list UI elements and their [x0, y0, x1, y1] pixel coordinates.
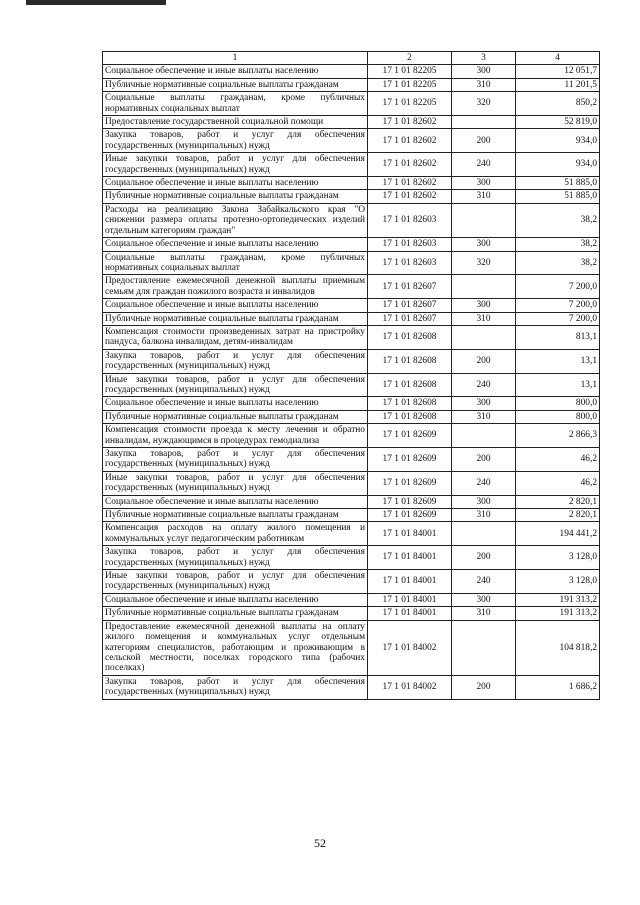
row-sum-cell: 51 885,0: [516, 190, 600, 203]
table-row: [103, 190, 600, 203]
row-sum-cell: 2 866,3: [516, 424, 600, 448]
row-sum-cell: 3 128,0: [516, 546, 600, 570]
row-name-cell: Предоставление ежемесячной денежной выплаты на оплату жилого помещения и коммунальных услуг отдельным категориям специалистов, работающим и проживающим в сельской местности, поселках городского типа (рабочих поселках): [103, 620, 368, 675]
row-sum-cell: 194 441,2: [516, 522, 600, 546]
row-code-cell: 17 1 01 82608: [368, 397, 452, 410]
budget-table: [102, 51, 600, 700]
row-code-cell: 17 1 01 82609: [368, 448, 452, 472]
column-number-4: 4: [516, 52, 600, 65]
row-expense-type-cell: [452, 325, 516, 349]
row-name-cell: Публичные нормативные социальные выплаты гражданам: [103, 312, 368, 325]
row-code-cell: 17 1 01 82603: [368, 251, 452, 275]
row-code-cell: 17 1 01 82603: [368, 203, 452, 237]
row-sum-cell: 13,1: [516, 373, 600, 397]
row-name-cell: Социальное обеспечение и иные выплаты населению: [103, 593, 368, 606]
row-code-cell: 17 1 01 84001: [368, 607, 452, 620]
row-name-cell: Социальное обеспечение и иные выплаты населению: [103, 177, 368, 190]
row-code-cell: 17 1 01 82607: [368, 312, 452, 325]
table-row: [103, 448, 600, 472]
row-code-cell: 17 1 01 82609: [368, 471, 452, 495]
row-sum-cell: 11 201,5: [516, 78, 600, 91]
row-code-cell: 17 1 01 84002: [368, 620, 452, 675]
table-row: [103, 607, 600, 620]
row-expense-type-cell: 200: [452, 349, 516, 373]
row-name-cell: Социальное обеспечение и иные выплаты населению: [103, 65, 368, 78]
row-code-cell: 17 1 01 82205: [368, 65, 452, 78]
table-row: [103, 509, 600, 522]
row-expense-type-cell: 300: [452, 397, 516, 410]
row-expense-type-cell: 300: [452, 177, 516, 190]
row-expense-type-cell: 300: [452, 299, 516, 312]
row-expense-type-cell: 320: [452, 251, 516, 275]
row-expense-type-cell: 240: [452, 570, 516, 594]
table-row: [103, 238, 600, 251]
row-expense-type-cell: 310: [452, 312, 516, 325]
row-name-cell: Иные закупки товаров, работ и услуг для обеспечения государственных (муниципальных) нужд: [103, 570, 368, 594]
row-name-cell: Закупка товаров, работ и услуг для обеспечения государственных (муниципальных) нужд: [103, 349, 368, 373]
row-sum-cell: 934,0: [516, 129, 600, 153]
row-code-cell: 17 1 01 82205: [368, 92, 452, 116]
row-sum-cell: 7 200,0: [516, 299, 600, 312]
column-number-1: 1: [103, 52, 368, 65]
row-sum-cell: 813,1: [516, 325, 600, 349]
row-code-cell: 17 1 01 82609: [368, 424, 452, 448]
row-code-cell: 17 1 01 84001: [368, 546, 452, 570]
row-expense-type-cell: 200: [452, 675, 516, 699]
row-name-cell: Закупка товаров, работ и услуг для обеспечения государственных (муниципальных) нужд: [103, 448, 368, 472]
row-name-cell: Публичные нормативные социальные выплаты гражданам: [103, 190, 368, 203]
row-sum-cell: 191 313,2: [516, 607, 600, 620]
column-number-3: 3: [452, 52, 516, 65]
row-name-cell: Иные закупки товаров, работ и услуг для обеспечения государственных (муниципальных) нужд: [103, 471, 368, 495]
row-expense-type-cell: 310: [452, 410, 516, 423]
row-code-cell: 17 1 01 82609: [368, 509, 452, 522]
row-sum-cell: 3 128,0: [516, 570, 600, 594]
row-sum-cell: 1 686,2: [516, 675, 600, 699]
row-sum-cell: 51 885,0: [516, 177, 600, 190]
row-code-cell: 17 1 01 82602: [368, 116, 452, 129]
row-name-cell: Публичные нормативные социальные выплаты гражданам: [103, 509, 368, 522]
table-row: [103, 312, 600, 325]
row-expense-type-cell: [452, 275, 516, 299]
table-header-row: [103, 52, 600, 65]
table-row: [103, 675, 600, 699]
table-row: [103, 251, 600, 275]
table-row: [103, 593, 600, 606]
row-sum-cell: 2 820,1: [516, 495, 600, 508]
table-row: [103, 570, 600, 594]
table-row: [103, 424, 600, 448]
table-row: [103, 116, 600, 129]
row-expense-type-cell: [452, 116, 516, 129]
row-expense-type-cell: 310: [452, 78, 516, 91]
row-expense-type-cell: 320: [452, 92, 516, 116]
table-body: [103, 65, 600, 699]
table-row: [103, 471, 600, 495]
row-code-cell: 17 1 01 82602: [368, 129, 452, 153]
row-expense-type-cell: 300: [452, 495, 516, 508]
row-name-cell: Публичные нормативные социальные выплаты гражданам: [103, 607, 368, 620]
row-name-cell: Компенсация стоимости проезда к месту лечения и обратно инвалидам, нуждающимся в процедурах гемодиализа: [103, 424, 368, 448]
row-name-cell: Иные закупки товаров, работ и услуг для обеспечения государственных (муниципальных) нужд: [103, 153, 368, 177]
row-sum-cell: 2 820,1: [516, 509, 600, 522]
row-code-cell: 17 1 01 82603: [368, 238, 452, 251]
row-sum-cell: 38,2: [516, 238, 600, 251]
row-expense-type-cell: 240: [452, 373, 516, 397]
row-name-cell: Компенсация расходов на оплату жилого помещения и коммунальных услуг педагогическим работникам: [103, 522, 368, 546]
row-expense-type-cell: 240: [452, 153, 516, 177]
row-sum-cell: 13,1: [516, 349, 600, 373]
row-expense-type-cell: 310: [452, 509, 516, 522]
row-code-cell: 17 1 01 82607: [368, 275, 452, 299]
row-expense-type-cell: 310: [452, 190, 516, 203]
row-sum-cell: 191 313,2: [516, 593, 600, 606]
row-name-cell: Публичные нормативные социальные выплаты гражданам: [103, 410, 368, 423]
row-code-cell: 17 1 01 82608: [368, 325, 452, 349]
table-row: [103, 92, 600, 116]
table-row: [103, 349, 600, 373]
row-sum-cell: 800,0: [516, 397, 600, 410]
row-sum-cell: 934,0: [516, 153, 600, 177]
table-row: [103, 65, 600, 78]
row-code-cell: 17 1 01 84002: [368, 675, 452, 699]
row-name-cell: Закупка товаров, работ и услуг для обеспечения государственных (муниципальных) нужд: [103, 546, 368, 570]
row-name-cell: Расходы на реализацию Закона Забайкальского края "О снижении размера оплаты протезно-ортопедических изделий отдельным категориям граждан": [103, 203, 368, 237]
row-expense-type-cell: 200: [452, 448, 516, 472]
row-name-cell: Предоставление государственной социальной помощи: [103, 116, 368, 129]
table-row: [103, 299, 600, 312]
row-code-cell: 17 1 01 84001: [368, 593, 452, 606]
table-row: [103, 275, 600, 299]
row-name-cell: Иные закупки товаров, работ и услуг для обеспечения государственных (муниципальных) нужд: [103, 373, 368, 397]
row-sum-cell: 12 051,7: [516, 65, 600, 78]
row-code-cell: 17 1 01 84001: [368, 570, 452, 594]
column-number-2: 2: [368, 52, 452, 65]
row-code-cell: 17 1 01 82608: [368, 349, 452, 373]
row-expense-type-cell: 300: [452, 238, 516, 251]
row-code-cell: 17 1 01 82602: [368, 177, 452, 190]
row-code-cell: 17 1 01 82608: [368, 373, 452, 397]
row-code-cell: 17 1 01 82602: [368, 190, 452, 203]
row-expense-type-cell: 300: [452, 593, 516, 606]
row-code-cell: 17 1 01 84001: [368, 522, 452, 546]
row-expense-type-cell: [452, 203, 516, 237]
row-sum-cell: 46,2: [516, 471, 600, 495]
table-row: [103, 153, 600, 177]
row-expense-type-cell: 200: [452, 129, 516, 153]
row-expense-type-cell: [452, 620, 516, 675]
row-name-cell: Публичные нормативные социальные выплаты гражданам: [103, 78, 368, 91]
row-code-cell: 17 1 01 82609: [368, 495, 452, 508]
table-row: [103, 410, 600, 423]
row-name-cell: Закупка товаров, работ и услуг для обеспечения государственных (муниципальных) нужд: [103, 129, 368, 153]
row-name-cell: Закупка товаров, работ и услуг для обеспечения государственных (муниципальных) нужд: [103, 675, 368, 699]
row-code-cell: 17 1 01 82602: [368, 153, 452, 177]
row-name-cell: Социальные выплаты гражданам, кроме публичных нормативных социальных выплат: [103, 251, 368, 275]
row-name-cell: Компенсация стоимости произведенных затрат на пристройку пандуса, балкона инвалидам, детям-инвалидам: [103, 325, 368, 349]
table-row: [103, 495, 600, 508]
top-edge-mark: [26, 0, 166, 5]
row-expense-type-cell: 310: [452, 607, 516, 620]
row-sum-cell: 46,2: [516, 448, 600, 472]
row-sum-cell: 52 819,0: [516, 116, 600, 129]
row-name-cell: Предоставление ежемесячной денежной выплаты приемным семьям для граждан пожилого возраста и инвалидов: [103, 275, 368, 299]
row-code-cell: 17 1 01 82205: [368, 78, 452, 91]
row-sum-cell: 800,0: [516, 410, 600, 423]
row-code-cell: 17 1 01 82608: [368, 410, 452, 423]
row-sum-cell: 38,2: [516, 251, 600, 275]
row-name-cell: Социальное обеспечение и иные выплаты населению: [103, 238, 368, 251]
row-name-cell: Социальное обеспечение и иные выплаты населению: [103, 495, 368, 508]
row-name-cell: Социальные выплаты гражданам, кроме публичных нормативных социальных выплат: [103, 92, 368, 116]
table-row: [103, 129, 600, 153]
table-row: [103, 397, 600, 410]
table-row: [103, 620, 600, 675]
row-expense-type-cell: [452, 424, 516, 448]
row-sum-cell: 7 200,0: [516, 312, 600, 325]
table-row: [103, 203, 600, 237]
row-sum-cell: 38,2: [516, 203, 600, 237]
row-expense-type-cell: 240: [452, 471, 516, 495]
row-expense-type-cell: 300: [452, 65, 516, 78]
table-row: [103, 177, 600, 190]
table-row: [103, 325, 600, 349]
row-expense-type-cell: 200: [452, 546, 516, 570]
table-row: [103, 546, 600, 570]
row-code-cell: 17 1 01 82607: [368, 299, 452, 312]
table-row: [103, 78, 600, 91]
table-row: [103, 522, 600, 546]
row-sum-cell: 104 818,2: [516, 620, 600, 675]
row-sum-cell: 7 200,0: [516, 275, 600, 299]
row-sum-cell: 850,2: [516, 92, 600, 116]
table-row: [103, 373, 600, 397]
page-number: 52: [314, 836, 326, 850]
row-expense-type-cell: [452, 522, 516, 546]
row-name-cell: Социальное обеспечение и иные выплаты населению: [103, 299, 368, 312]
row-name-cell: Социальное обеспечение и иные выплаты населению: [103, 397, 368, 410]
